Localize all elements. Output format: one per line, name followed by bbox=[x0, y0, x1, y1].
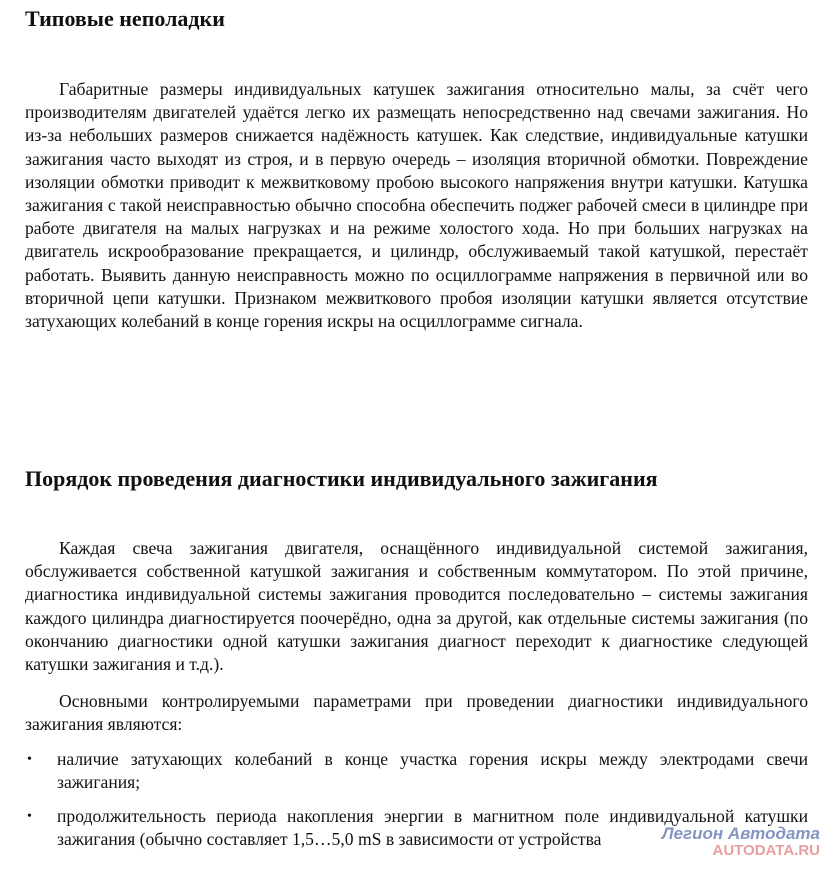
parameters-list bbox=[25, 748, 808, 852]
section-heading-diagnostics-procedure: Порядок проведения диагностики индивидуального зажигания bbox=[25, 466, 658, 491]
bullet-icon: • bbox=[27, 809, 32, 825]
bullet-icon: • bbox=[27, 751, 32, 767]
list-item bbox=[25, 805, 808, 851]
list-item bbox=[25, 748, 808, 794]
watermark-site: AUTODATA.RU bbox=[712, 842, 820, 859]
paragraph: Каждая свеча зажигания двигателя, оснащённого индивидуальной системой зажигания, обслуживается собственной катушкой зажигания и собственным коммутатором. По этой причине, диагностика индивидуальной системы зажигания проводится последовательно – системы зажигания каждого цилиндра диагностируется поочерёдно, одна за другой, как отдельные системы зажигания (по окончанию диагностики одной катушки зажигания диагност переходит к диагностике следующей катушки зажигания и т.д.). bbox=[25, 538, 808, 675]
section-body-typical-faults bbox=[25, 78, 808, 333]
section-body-diagnostics-procedure bbox=[25, 537, 808, 862]
watermark-brand: Легион Автодата bbox=[661, 824, 820, 843]
section-heading-typical-faults: Типовые неполадки bbox=[25, 6, 225, 31]
list-item-text: наличие затухающих колебаний в конце участка горения искры между электродами свечи зажигания; bbox=[57, 748, 808, 792]
paragraph: Габаритные размеры индивидуальных катушек зажигания относительно малы, за счёт чего производителям двигателей удаётся легко их размещать непосредственно над свечами зажигания. Но из-за небольших размеров снижается надёжность катушек. Как следствие, индивидуальные катушки зажигания часто выходят из строя, и в первую очередь – изоляция вторичной обмотки. Повреждение изоляции обмотки приводит к межвитковому пробою высокого напряжения внутри катушки. Катушка зажигания с такой неисправностью обычно способна обеспечить поджег рабочей смеси в цилиндре при работе двигателя на малых нагрузках и на режиме холостого хода. Но при больших нагрузках на двигатель искрообразование прекращается, и цилиндр, обслуживаемый такой катушкой, перестаёт работать. Выявить данную неисправность можно по осциллограмме напряжения в первичной или во вторичной цепи катушки. Признаком межвиткового пробоя изоляции катушки является отсутствие затухающих колебаний в конце горения искры на осциллограмме сигнала. bbox=[25, 79, 808, 332]
paragraph: Основными контролируемыми параметрами при проведении диагностики индивидуального зажигания являются: bbox=[25, 691, 808, 735]
list-item-text: продолжительность периода накопления энергии в магнитном поле индивидуальной катушки зажигания (обычно составляет 1,5…5,0 mS в зависимости от устройства bbox=[57, 806, 808, 850]
